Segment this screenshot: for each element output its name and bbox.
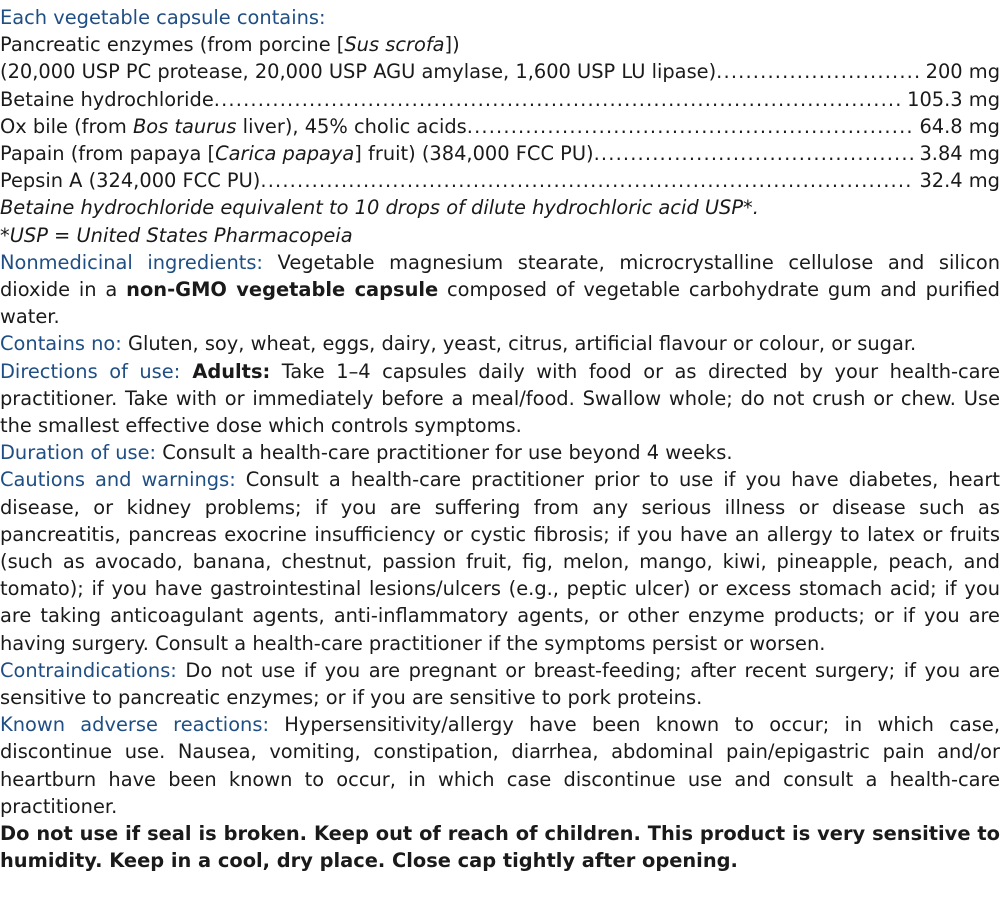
contraindications-text: Do not use if you are pregnant or breast-feeding; after recent surgery; if you are sensitive to pancreatic enzymes; or if you are sensitive to pork proteins. bbox=[0, 658, 1000, 710]
enzyme-source-line bbox=[0, 31, 1000, 58]
ingredient-label-post: liver), 45% cholic acids bbox=[236, 114, 467, 138]
directions-section bbox=[0, 358, 1000, 440]
leader-dots bbox=[260, 167, 913, 194]
ingredient-row bbox=[0, 140, 1000, 167]
ingredient-label bbox=[0, 113, 467, 140]
ingredient-amount: 64.8 mg bbox=[919, 114, 1000, 138]
ingredient-label: (20,000 USP PC protease, 20,000 USP AGU amylase, 1,600 USP LU lipase) bbox=[0, 60, 717, 84]
usp-note: *USP = United States Pharmacopeia bbox=[0, 223, 353, 247]
capsule-header: Each vegetable capsule contains: bbox=[0, 6, 326, 29]
cautions-heading: Cautions and warnings: bbox=[0, 468, 236, 492]
ingredient-amount: 105.3 mg bbox=[907, 87, 1000, 111]
directions-heading: Directions of use: bbox=[0, 359, 181, 383]
nonmedicinal-text2: composed of vegetable carbohydrate gum and purified water. bbox=[0, 278, 1000, 329]
leader-dots bbox=[214, 86, 901, 113]
duration-section bbox=[0, 439, 1000, 466]
contains-no-text: Gluten, soy, wheat, eggs, dairy, yeast, citrus, artificial flavour or colour, or sugar. bbox=[121, 332, 917, 356]
leader-dots bbox=[594, 140, 914, 167]
ingredient-label bbox=[0, 140, 594, 167]
ingredient-label-pre: Papain (from papaya [ bbox=[0, 142, 216, 166]
duration-text: Consult a health-care practitioner for use beyond 4 weeks. bbox=[156, 441, 733, 465]
ingredient-label-latin: Carica papaya bbox=[215, 142, 355, 166]
leader-dots bbox=[467, 113, 914, 140]
contains-no-section bbox=[0, 330, 1000, 357]
directions-text: Take 1–4 capsules daily with food or as directed by your health-care practitioner. Take with or immediately before a meal/food. Swallow whole; do not crush or chew. Use the smallest effective dose which controls symptoms. bbox=[0, 359, 1000, 438]
enzyme-source-prefix: Pancreatic enzymes (from porcine [ bbox=[0, 33, 345, 57]
ingredient-row bbox=[0, 86, 1000, 113]
leader-dots bbox=[716, 58, 919, 85]
betaine-note: Betaine hydrochloride equivalent to 10 drops of dilute hydrochloric acid USP*. bbox=[0, 196, 759, 220]
nonmedicinal-section bbox=[0, 249, 1000, 331]
ingredient-label: Pepsin A (324,000 FCC PU) bbox=[0, 169, 261, 193]
footer-warning: Do not use if seal is broken. Keep out of reach of children. This product is very sensitive to humidity. Keep in a cool, dry place. Close cap tightly after opening. bbox=[0, 822, 1000, 873]
enzyme-source-suffix: ]) bbox=[444, 33, 460, 57]
duration-heading: Duration of use: bbox=[0, 441, 157, 465]
ingredient-label-pre: Ox bile (from bbox=[0, 114, 133, 138]
adverse-text: Hypersensitivity/allergy have been known to occur; in which case, discontinue use. Nausea, vomiting, constipation, diarrhea, abdominal pain/epigastric pain and/or heartburn have been known to occur, in which case discontinue use and consult a health-care practitioner. bbox=[0, 713, 1000, 818]
ingredient-label: Betaine hydrochloride bbox=[0, 87, 214, 111]
nonmedicinal-heading: Nonmedicinal ingredients: bbox=[0, 250, 263, 274]
ingredient-row bbox=[0, 167, 1000, 194]
contraindications-section bbox=[0, 657, 1000, 711]
cautions-section bbox=[0, 466, 1000, 656]
cautions-text: Consult a health-care practitioner prior to use if you have diabetes, heart disease, or kidney problems; if you are suffering from any serious illness or disease such as pancreatitis, pancreas exocrine insufficiency or cystic fibrosis; if you have an allergy to latex or fruits (such as avocado, banana, chestnut, passion fruit, fig, melon, mango, kiwi, pineapple, peach, and tomato); if you have gastrointestinal lesions/ulcers (e.g., peptic ulcer) or excess stomach acid; if you are taking anticoagulant agents, anti-inflammatory agents, or other enzyme products; or if you are having surgery. Consult a health-care practitioner if the symptoms persist or worsen. bbox=[0, 468, 1000, 655]
enzyme-source-latin: Sus scrofa bbox=[344, 33, 445, 57]
ingredient-row bbox=[0, 58, 1000, 85]
ingredient-row bbox=[0, 113, 1000, 140]
ingredient-amount: 3.84 mg bbox=[919, 142, 1000, 166]
nonmedicinal-text1: Vegetable magnesium stearate, microcrystalline cellulose and silicon dioxide in a bbox=[0, 250, 1000, 302]
ingredient-label-post: ] fruit) (384,000 FCC PU) bbox=[354, 142, 594, 166]
ingredient-amount: 200 mg bbox=[925, 60, 1000, 84]
contraindications-heading: Contraindications: bbox=[0, 658, 177, 682]
ingredient-amount: 32.4 mg bbox=[919, 169, 1000, 193]
nonmedicinal-bold: non-GMO vegetable capsule bbox=[126, 278, 439, 302]
directions-adults: Adults: bbox=[180, 359, 271, 383]
ingredient-label-latin: Bos taurus bbox=[132, 114, 237, 138]
adverse-heading: Known adverse reactions: bbox=[0, 713, 269, 737]
contains-no-heading: Contains no: bbox=[0, 332, 122, 356]
adverse-section bbox=[0, 711, 1000, 820]
